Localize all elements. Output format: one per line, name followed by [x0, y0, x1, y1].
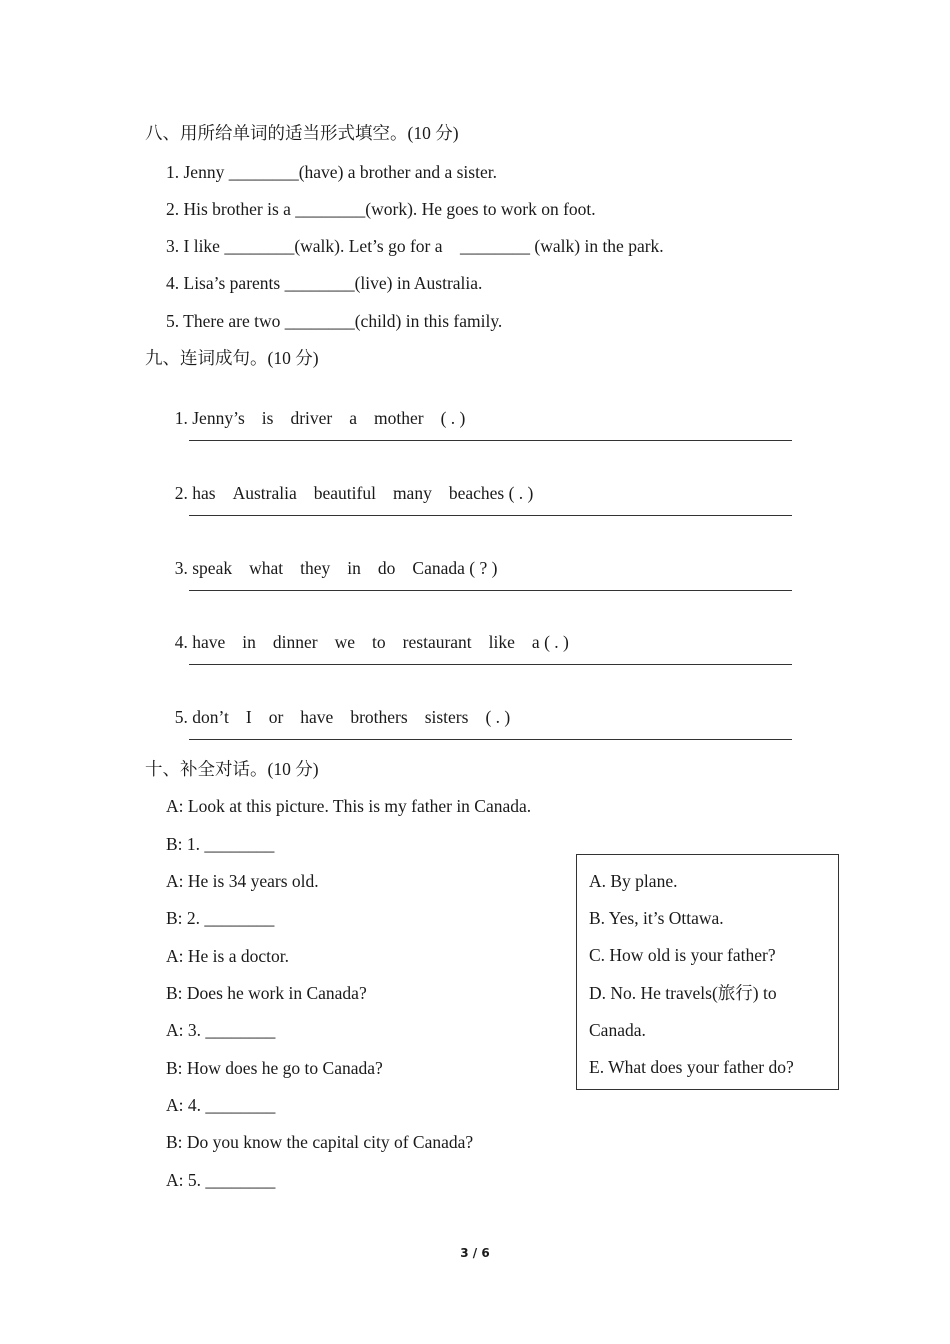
word: like: [488, 632, 515, 652]
word: have: [300, 707, 334, 727]
dialogue-line-6: B: Does he work in Canada?: [166, 983, 367, 1003]
word: in: [347, 558, 361, 578]
dialogue-line-4: B: 2. ________: [166, 908, 275, 928]
word: 1. Jenny’s: [174, 408, 245, 428]
word: they: [300, 558, 331, 578]
word: beaches ( . ): [448, 483, 534, 503]
answer-line-5[interactable]: [189, 739, 792, 740]
scrambled-sentence-2: [166, 460, 550, 504]
word: 4. have: [174, 632, 226, 652]
dialogue-line-8: B: How does he go to Canada?: [166, 1058, 383, 1078]
word: or: [268, 707, 284, 727]
word: sisters: [424, 707, 469, 727]
dialogue-line-1: A: Look at this picture. This is my father in Canada.: [166, 796, 532, 816]
word: a ( . ): [531, 632, 569, 652]
section8-item-3: 3. I like ________(walk). Let’s go for a ________ (walk) in the park.: [166, 236, 664, 256]
word: 3. speak: [174, 558, 233, 578]
scrambled-sentence-5: [166, 684, 527, 728]
section8-item-1: 1. Jenny ________(have) a brother and a sister.: [166, 162, 497, 182]
word: a: [349, 408, 358, 428]
dialogue-line-5: A: He is a doctor.: [166, 946, 289, 966]
section10-heading: 十、补全对话。(10 分): [145, 759, 319, 779]
word: 2. has: [174, 483, 216, 503]
scrambled-sentence-3: [166, 535, 514, 579]
option-e: E. What does your father do?: [589, 1057, 794, 1077]
word: dinner: [272, 632, 318, 652]
word: ( . ): [440, 408, 466, 428]
word: beautiful: [313, 483, 376, 503]
section9-heading: 九、连词成句。(10 分): [145, 348, 319, 368]
section8-heading: 八、用所给单词的适当形式填空。(10 分): [145, 123, 459, 143]
word: 5. don’t: [174, 707, 229, 727]
option-b: B. Yes, it’s Ottawa.: [589, 908, 724, 928]
dialogue-line-2: B: 1. ________: [166, 834, 275, 854]
word: we: [334, 632, 356, 652]
options-box: [576, 854, 839, 1090]
option-d-continued: Canada.: [589, 1020, 646, 1040]
word: what: [249, 558, 284, 578]
word: do: [377, 558, 396, 578]
section8-item-2: 2. His brother is a ________(work). He goes to work on foot.: [166, 199, 596, 219]
word: many: [392, 483, 432, 503]
word: ( . ): [485, 707, 511, 727]
word: mother: [374, 408, 424, 428]
section8-item-4: 4. Lisa’s parents ________(live) in Australia.: [166, 273, 483, 293]
word: Australia: [232, 483, 297, 503]
dialogue-line-7: A: 3. ________: [166, 1020, 276, 1040]
answer-line-3[interactable]: [189, 590, 792, 591]
answer-line-1[interactable]: [189, 440, 792, 441]
page-number: 3 / 6: [460, 1246, 490, 1260]
section8-item-5: 5. There are two ________(child) in this family.: [166, 311, 503, 331]
word: driver: [290, 408, 333, 428]
dialogue-line-3: A: He is 34 years old.: [166, 871, 319, 891]
answer-line-2[interactable]: [189, 515, 792, 516]
answer-line-4[interactable]: [189, 664, 792, 665]
word: I: [245, 707, 252, 727]
word: Canada ( ? ): [412, 558, 498, 578]
dialogue-line-9: A: 4. ________: [166, 1095, 276, 1115]
option-c: C. How old is your father?: [589, 945, 776, 965]
option-d: D. No. He travels(旅行) to: [589, 983, 777, 1003]
scrambled-sentence-4: [166, 609, 586, 653]
word: is: [261, 408, 274, 428]
word: restaurant: [402, 632, 472, 652]
option-a: A. By plane.: [589, 871, 678, 891]
scrambled-sentence-1: [166, 385, 482, 429]
word: to: [372, 632, 386, 652]
dialogue-line-11: A: 5. ________: [166, 1170, 276, 1190]
word: in: [242, 632, 256, 652]
word: brothers: [350, 707, 408, 727]
dialogue-line-10: B: Do you know the capital city of Canada?: [166, 1132, 474, 1152]
